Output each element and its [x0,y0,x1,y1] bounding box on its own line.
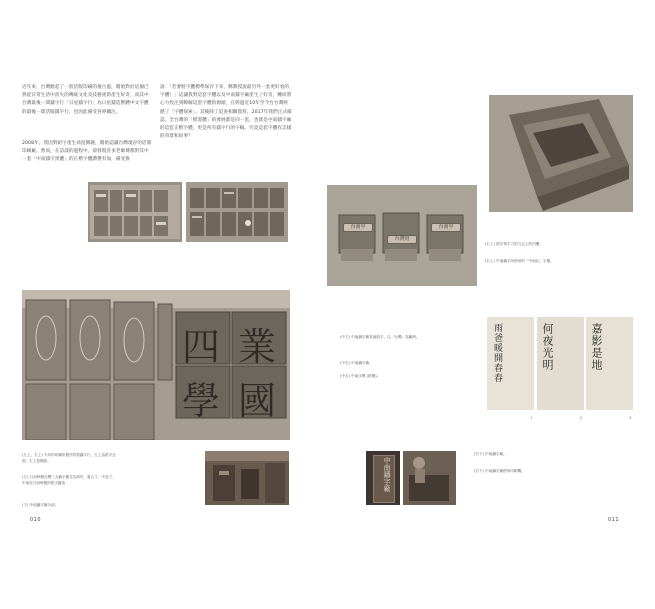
bottom-caption-2: (右下) 中南鑄字廠使用印刷機。 [474,469,525,473]
lead-type-closeup-photo [489,95,633,212]
printing-machine-photo [403,451,456,505]
type-block-label-2: 台灣府 [387,235,417,244]
type-block-label-3: 台南中 [431,223,461,232]
right-page-number: 011 [608,517,620,523]
printed-sheet-photo-2: 何夜光明 [537,317,584,410]
type-block-label-1: 台南中 [343,223,373,232]
type-tray-photo-left [88,182,182,242]
right-caption-2: (右上) 中南鑄字所使用的「中南社」字模。 [485,259,554,263]
printed-sheet-photo-1: 雨爸暖開春春 [487,317,534,410]
middle-caption-3: (中右) 中南字模 (鉛模)。 [340,374,381,378]
sheet-index-3: 3 [629,416,632,420]
factory-interior-photo [205,451,289,505]
right-paragraph-1: 說：「若要將字體標準保存下來，鄭教授說最另外一套更好看的字體！」這讓我對這套字體以及中南鑄字廠產生了好奇，轉而將心力投注到瞭解這套字體的源頭，在經過近10年至今台台灣經歷了「字體探索」，其後除了追查相關資料，2017年我們正式確認，全台灣的「楷書體」的發展都是同一套，也就是中南鑄字廠的這套正楷字體，更是所有鑄字行的字稿。究竟這套字體有怎樣的背景和故事？ [160,85,292,140]
lead-type-large-photo [22,290,290,440]
left-paragraph-2: 2008年，我因對鉛字產生高度興趣，開始認識台灣現存的活版印刷廠。然而，在訪談的過程中，卻發現許多老師傅都對其中一套「中南鑄字黑體」的正楷字體讚譽有加，備受推 [22,141,152,163]
shop-sign-photo [366,451,400,505]
shop-sign-text: 中南鑄字廠 [383,457,391,492]
large-type-char-1: 四 [182,325,221,369]
left-caption-1: (左上、右上) 不同的印鑄所製作的鉛鑄字行，左上為鉛字正面，右上是側面。 [22,453,116,463]
left-paragraph-1: 近年來，台灣掀起了一股活版印刷的復古風，開始對於這個已然從日常生活中消失的傳統文化及技藝重新產生好奇，而其中台灣最後一間鑄字行「日星鑄字行」為日星鑄造繁體中文字體的最後一間活版鑄字行，也因此備受各界關注。 [22,85,149,115]
left-caption-3: (下) 中南鑄字廠內部。 [22,503,59,507]
middle-caption-2: (中右) 中南鑄字廠。 [340,361,373,365]
large-type-char-4: 國 [238,379,277,423]
left-caption-2: (左) 日治時期台灣三大鑄字廠在長兩吋、寬五寸、中長寸，中南在日治時期的鉛字鑄造 [22,475,116,485]
large-type-char-3: 學 [182,379,221,423]
bottom-caption-1: (右下) 中南鑄字廠。 [474,452,507,456]
middle-caption-1: (中左) 中南鑄字廠其他鉛字，以「台灣」為範例。 [340,335,420,339]
large-type-char-2: 業 [238,325,277,369]
sheet-index-1: 1 [530,416,533,420]
sheet-index-2: 2 [580,416,583,420]
three-type-blocks-photo [327,185,477,286]
right-caption-1: (右上) 鉛字刻字刀的刀尖上的凹槽。 [485,242,543,246]
printed-sheet-photo-3: 嘉影是地 [586,317,633,410]
left-page-number: 010 [30,517,42,523]
type-tray-photo-right [186,182,288,242]
